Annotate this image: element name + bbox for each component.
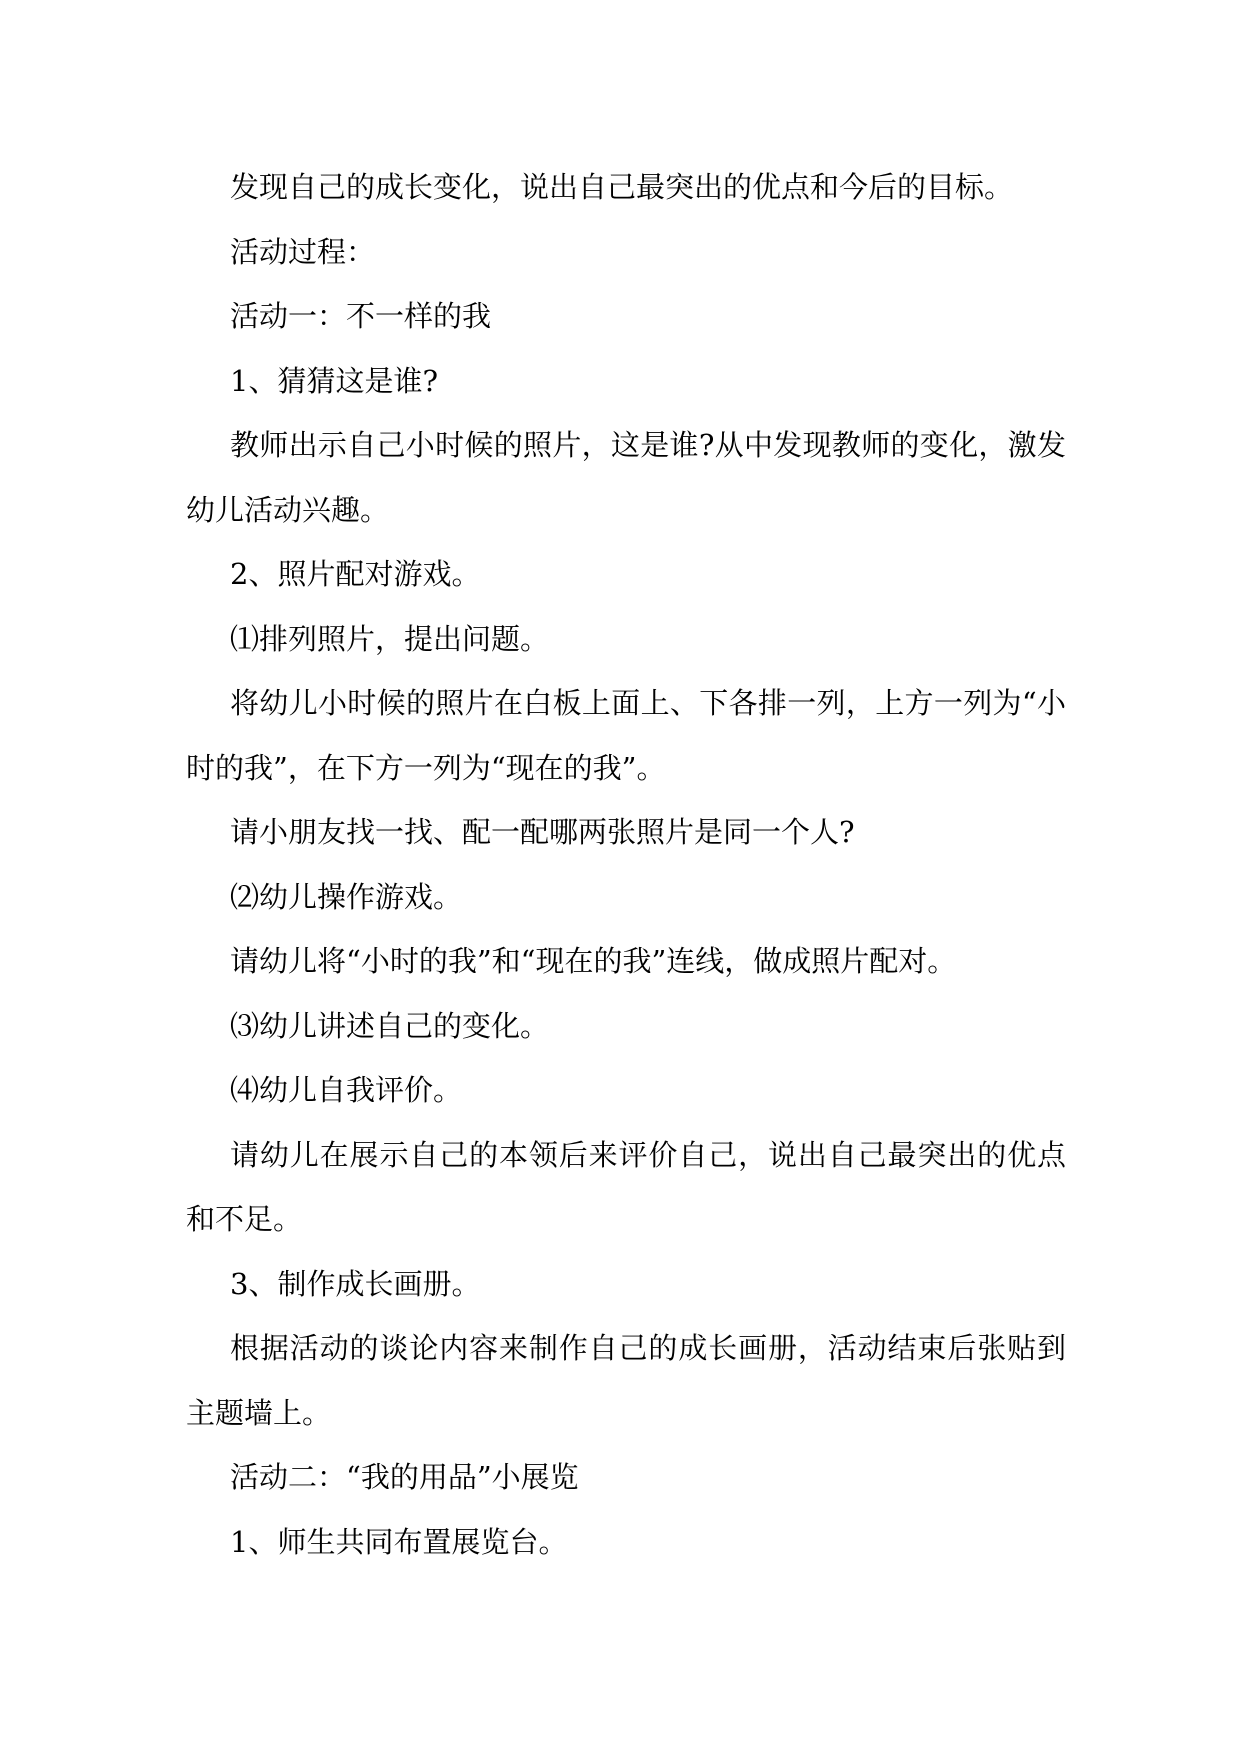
paragraph: 请幼儿将“小时的我”和“现在的我”连线，做成照片配对。: [230, 944, 957, 978]
paragraph: ⑴排列照片，提出问题。: [230, 621, 550, 656]
paragraph: ⑷幼儿自我评价。: [230, 1073, 463, 1107]
paragraph: 根据活动的谈论内容来制作自己的成长画册，活动结束后张贴到主题墙上。: [186, 1331, 1066, 1430]
paragraph: 2、照片配对游戏。: [230, 557, 481, 591]
paragraph: 发现自己的成长变化，说出自己最突出的优点和今后的目标。: [230, 170, 1014, 204]
paragraph: 将幼儿小时候的照片在白板上面上、下各排一列，上方一列为“小时的我”，在下方一列为“现在的我”。: [186, 686, 1066, 785]
paragraph: 请小朋友找一找、配一配哪两张照片是同一个人?: [230, 815, 855, 849]
section-heading: 活动二：“我的用品”小展览: [230, 1460, 579, 1494]
paragraph: ⑶幼儿讲述自己的变化。: [230, 1008, 550, 1043]
paragraph: 1、猜猜这是谁?: [230, 363, 438, 398]
paragraph: 活动过程：: [230, 234, 376, 269]
document-body: [186, 155, 1066, 1574]
section-heading: 活动一：不一样的我: [230, 299, 492, 333]
paragraph: ⑵幼儿操作游戏。: [230, 879, 463, 914]
paragraph: 3、制作成长画册。: [230, 1266, 481, 1301]
paragraph: 1、师生共同布置展览台。: [230, 1524, 568, 1559]
paragraph: 教师出示自己小时候的照片，这是谁?从中发现教师的变化，激发幼儿活动兴趣。: [186, 428, 1066, 527]
paragraph: 请幼儿在展示自己的本领后来评价自己，说出自己最突出的优点和不足。: [186, 1137, 1066, 1236]
